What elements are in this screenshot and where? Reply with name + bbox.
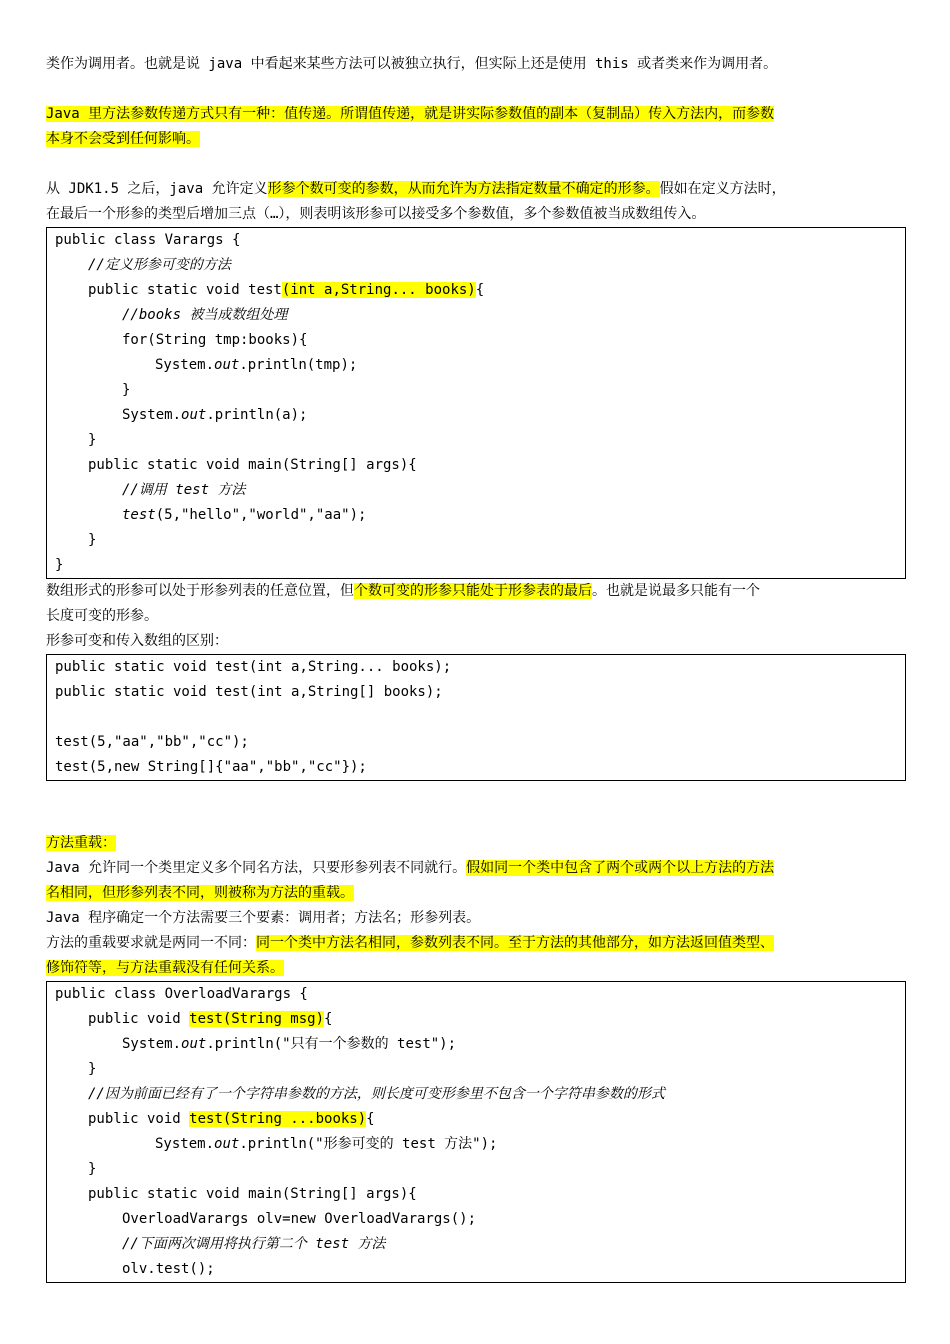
paragraph — [46, 177, 906, 227]
text: Java 允许同一个类里定义多个同名方法，只要形参列表不同就行。 — [46, 860, 467, 876]
highlight-text: (int a,String... books) — [281, 282, 476, 298]
highlight-text: 假如同一个类中包含了两个或两个以上方法的方法 — [466, 860, 775, 876]
code-line: test(5,"aa","bb","cc"); — [55, 734, 249, 750]
code-line: public class OverloadVarargs { — [55, 986, 308, 1002]
highlight-text: 本身不会受到任何影响。 — [46, 131, 200, 147]
code-line: olv.test(); — [122, 1261, 215, 1277]
code-line: public static void test(int a,String... books){ — [88, 282, 485, 298]
highlighted-paragraph — [46, 102, 906, 152]
code-line: OverloadVarargs olv=new OverloadVarargs(); — [122, 1211, 477, 1227]
code-block-overload — [46, 981, 906, 1283]
text: 从 JDK1.5 之后，java 允许定义 — [46, 181, 268, 197]
code-line: } — [88, 432, 97, 448]
code-line: public void test(String msg){ — [88, 1011, 333, 1027]
code-line: System.out.println("只有一个参数的 test"); — [122, 1036, 457, 1052]
highlight-text: 修饰符等，与方法重载没有任何关系。 — [46, 960, 284, 976]
paragraph: 类作为调用者。也就是说 java 中看起来某些方法可以被独立执行，但实际上还是使用 this 或者类来作为调用者。 — [46, 56, 778, 72]
code-comment: //books 被当成数组处理 — [122, 307, 288, 323]
code-line: public class Varargs { — [55, 232, 241, 248]
text: 长度可变的形参。 — [46, 608, 158, 624]
code-line: System.out.println(tmp); — [155, 357, 358, 373]
code-line: public static void test(int a,String... books); — [55, 659, 452, 675]
section-heading: 方法重载： — [46, 835, 116, 851]
document-page — [46, 52, 906, 1283]
paragraph — [46, 579, 906, 654]
code-blank-line — [55, 705, 905, 730]
code-line: System.out.println("形参可变的 test 方法"); — [155, 1136, 498, 1152]
highlight-text: 形参个数可变的参数，从而允许为方法指定数量不确定的形参。 — [267, 181, 660, 197]
text: Java 程序确定一个方法需要三个要素：调用者；方法名；形参列表。 — [46, 910, 481, 926]
code-line: public static void main(String[] args){ — [88, 1186, 417, 1202]
code-line: } — [88, 532, 97, 548]
highlight-text: 同一个类中方法名相同，参数列表不同。至于方法的其他部分，如方法返回值类型、 — [256, 935, 774, 951]
code-line: } — [122, 382, 131, 398]
code-line: test(5,new String[]{"aa","bb","cc"}); — [55, 759, 367, 775]
highlight-text: test(String msg) — [189, 1011, 325, 1027]
highlight-text: 个数可变的形参只能处于形参表的最后 — [354, 583, 592, 599]
code-line: public void test(String ...books){ — [88, 1111, 375, 1127]
code-line: } — [55, 557, 64, 573]
code-line: } — [88, 1161, 97, 1177]
code-comment: //因为前面已经有了一个字符串参数的方法，则长度可变形参里不包含一个字符串参数的形式 — [88, 1086, 665, 1102]
code-line: } — [88, 1061, 97, 1077]
code-block-comparison — [46, 654, 906, 781]
code-line: public static void main(String[] args){ — [88, 457, 417, 473]
text: 方法的重载要求就是两同一不同： — [46, 935, 256, 951]
code-comment: //定义形参可变的方法 — [88, 257, 231, 273]
code-line: System.out.println(a); — [122, 407, 308, 423]
text: 形参可变和传入数组的区别： — [46, 633, 228, 649]
text: 。也就是说最多只能有一个 — [592, 583, 760, 599]
text: 假如在定义方法时， — [659, 181, 786, 197]
highlight-text: test(String ...books) — [189, 1111, 367, 1127]
text: 数组形式的形参可以处于形参列表的任意位置，但 — [46, 583, 354, 599]
text: 在最后一个形参的类型后增加三点（…），则表明该形参可以接受多个参数值，多个参数值被当成数组传入。 — [46, 206, 706, 222]
code-comment: //下面两次调用将执行第二个 test 方法 — [122, 1236, 386, 1252]
code-line: test(5,"hello","world","aa"); — [122, 507, 367, 523]
code-comment: //调用 test 方法 — [122, 482, 246, 498]
code-line: public static void test(int a,String[] books); — [55, 684, 443, 700]
code-block-varargs — [46, 227, 906, 579]
highlight-text: Java 里方法参数传递方式只有一种：值传递。所谓值传递，就是讲实际参数值的副本（复制品）传入方法内，而参数 — [46, 106, 775, 122]
section-overload — [46, 831, 906, 981]
highlight-text: 名相同，但形参列表不同，则被称为方法的重载。 — [46, 885, 354, 901]
code-line: for(String tmp:books){ — [122, 332, 308, 348]
